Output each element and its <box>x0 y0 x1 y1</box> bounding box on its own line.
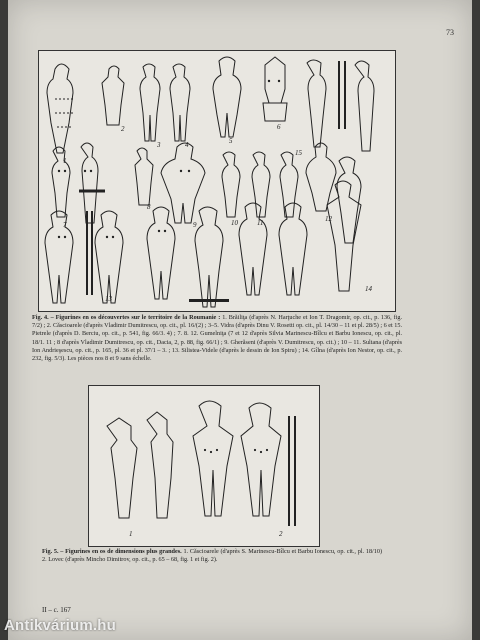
page-signature: II – c. 167 <box>42 606 71 614</box>
drawing-number-7: 7 <box>63 221 67 229</box>
book-page <box>8 0 472 640</box>
drawing-number-4: 4 <box>185 141 189 149</box>
drawing-number-2: 2 <box>121 125 125 133</box>
figure-4-figurines-drawing <box>39 51 395 311</box>
figure-4-caption-body: 1. Brăiliţa (d'après N. Harţuche et Ion T. Dragomir, op. cit., p. 136, fig. 7/2) ; 2. Căscioarele (d'après Vladimir Dumitrescu, op. cit., pl. 16/(2) ; 3–5. Vidra (d'après Dinu V. Rosetti op. cit., pl. 14/30 – 11 et pl. 28/5) ; 6 et 15. Pietrele (d'après D. Berciu, op. cit., p. 541, fig. 66/3. 4) ; 7. 8. 12. Gumelniţa (7 et 12 d'après Silvia Marinescu-Bîlcu et Barbu Ionescu, op. cit., pl. 18/1. 11 ; 8 d'après Vladimir Dumitrescu, op. cit., Dacia, 2, p. 88, fig. 66/1) ; 9. Gherăseni (d'après V. Dumitrescu, op. cit.) ; 10 – 11. Sultana (d'après Ion Andrieşescu, op. cit., p. 165, pl. 36 et pl. 37/1 – 3. ; 13. Silistea-Videle (d'après le dessin de Ion Spiru) ; 14. Gîlna (d'après Ion Nestor, op. cit., p. 232, fig. 5/3). Les pièces nos 8 et 9 sans échelle. <box>32 314 403 363</box>
drawing-number-1: 1 <box>63 157 67 165</box>
drawing-number-6: 6 <box>277 123 281 131</box>
figure-5-caption <box>42 548 382 564</box>
drawing-number-8: 8 <box>147 203 151 211</box>
figure-5-drawings <box>88 385 320 547</box>
figure-4-caption <box>32 314 402 363</box>
drawing-number-15: 15 <box>295 149 302 157</box>
figure-5-caption-body: 1. Căscioarele (d'après S. Marinescu-Bîlcu et Barbu Ionescu, op. cit., pl. 18/10) 2. Lovec (d'après Mincho Dimitrov, op. cit., p. 65 – 68, fig. 1 et fig. 2). <box>42 548 382 564</box>
drawing-number-12: 12 <box>325 215 332 223</box>
drawing-number-14: 14 <box>365 285 372 293</box>
page-number: 73 <box>446 28 454 37</box>
drawing-number-3: 3 <box>157 141 161 149</box>
figure-4-caption-title: Fig. 4. – Figurines en os découvertes sur le territoire de la Roumanie : <box>32 314 221 321</box>
site-watermark: Antikvárium.hu <box>4 617 116 634</box>
drawing-number-13: 13 <box>105 295 112 303</box>
figure-5-figurines-drawing <box>89 386 319 546</box>
figure-5-caption-title: Fig. 5. – Figurines en os de dimensions plus grandes. <box>42 548 182 555</box>
drawing-number-9: 9 <box>193 221 197 229</box>
figure-4-drawings <box>38 50 396 312</box>
drawing-number-10: 10 <box>231 219 238 227</box>
drawing-number-5: 5 <box>229 137 233 145</box>
drawing-number-11: 11 <box>257 219 264 227</box>
fig5-number-2: 2 <box>279 530 283 538</box>
fig5-number-1: 1 <box>129 530 133 538</box>
